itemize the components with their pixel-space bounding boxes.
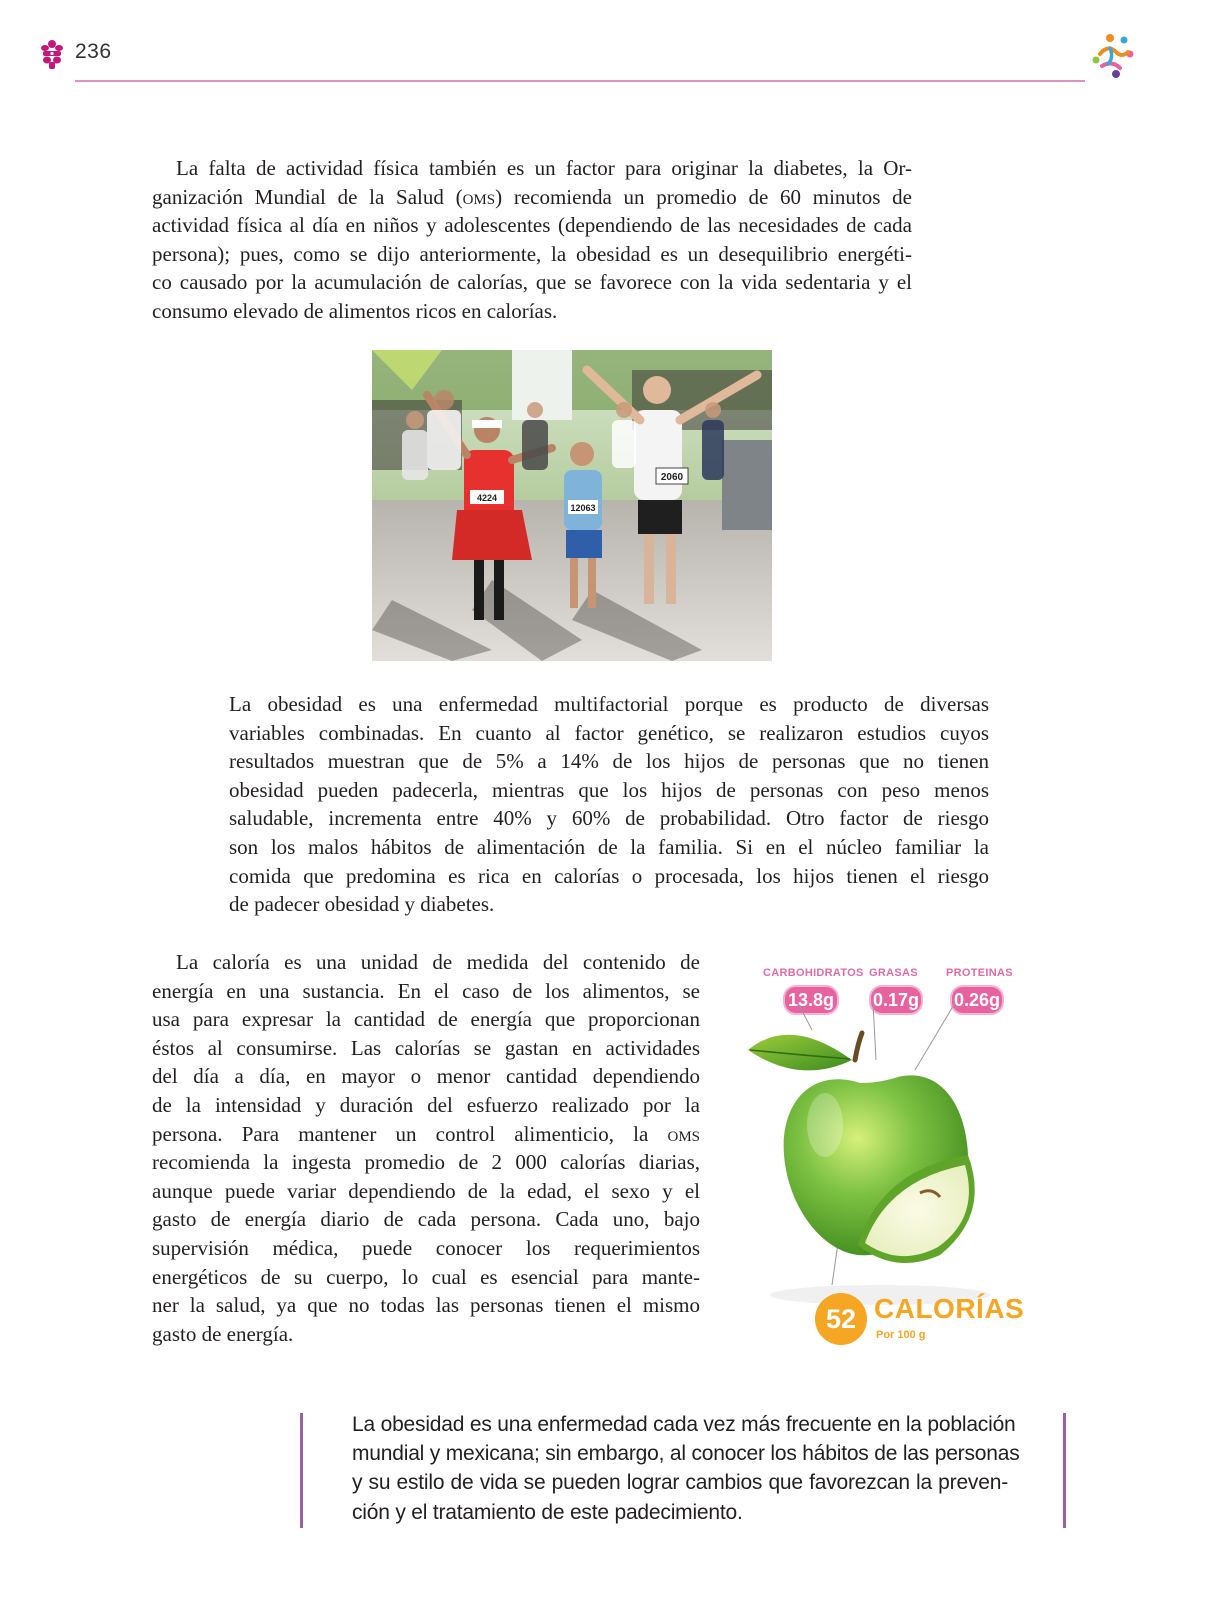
green-apple-illustration <box>740 955 1030 1345</box>
text-line: persona); pues, como se dijo anteriormente, la obesidad es un desequilibrio energéti- <box>152 241 912 266</box>
text-line: recomienda la ingesta promedio de 2 000 calorías diarias, <box>152 1150 700 1175</box>
callout-right-bar <box>1063 1413 1066 1528</box>
calories-value: 52 <box>815 1293 867 1345</box>
text-line: persona. Para mantener un control alimenticio, la oms <box>152 1121 701 1146</box>
nutrition-value-fats: 0.17g <box>869 985 923 1015</box>
text-line: La falta de actividad física también es un factor para originar la diabetes, la Or- <box>176 156 912 180</box>
text-line: éstos al consumirse. Las calorías se gastan en actividades <box>152 1035 700 1060</box>
text-line: La caloría es una unidad de medida del contenido de <box>176 950 700 974</box>
text-line: gasto de energía. <box>152 1321 294 1346</box>
text-line: La obesidad es una enfermedad multifactorial porque es producto de diversas <box>229 692 989 716</box>
text-line: del día a día, en mayor o menor cantidad dependiendo <box>152 1064 700 1089</box>
nutrition-label-proteins: PROTEINAS <box>946 967 1013 979</box>
text-line: actividad física al día en niños y adolescentes (dependiendo de las necesidades de cada <box>152 213 912 238</box>
bib-number: 4224 <box>476 493 498 503</box>
bib-number: 2060 <box>660 472 684 483</box>
text-line: La obesidad es una enfermedad cada vez más frecuente en la población <box>352 1413 1016 1436</box>
text-line: comida que predomina es rica en calorías o procesada, los hijos tienen el riesgo <box>229 863 989 888</box>
text-line: obesidad pueden padecerla, mientras que los hijos de personas con peso menos <box>229 777 989 802</box>
text-line: ción y el tratamiento de este padecimiento. <box>352 1500 743 1524</box>
nutrition-label-fats: GRASAS <box>869 967 918 979</box>
page-number: 236 <box>75 40 112 63</box>
text-line: aunque puede variar dependiendo de la edad, el sexo y el <box>152 1178 700 1203</box>
book-emblem-icon <box>38 38 66 70</box>
text-line: y su estilo de vida se pueden lograr cambios que favorezcan la preven- <box>352 1471 1008 1495</box>
text-line: saludable, incrementa entre 40% y 60% de probabilidad. Otro factor de riesgo <box>229 806 989 831</box>
calories-unit: Por 100 g <box>876 1329 926 1341</box>
text-line: gasto de energía diario de cada persona. Cada uno, bajo <box>152 1207 700 1232</box>
text-line: consumo elevado de alimentos ricos en calorías. <box>152 298 558 323</box>
text-line: ganización Mundial de la Salud (oms) recomienda un promedio de 60 minutos de <box>152 184 912 209</box>
series-logo-icon <box>1086 30 1142 86</box>
oms-acronym: oms <box>462 184 496 209</box>
text-line: co causado por la acumulación de calorías, que se favorece con la vida sedentaria y el <box>152 270 912 295</box>
nutrition-value-proteins: 0.26g <box>950 985 1004 1015</box>
callout-text <box>352 1410 1020 1527</box>
text-line: energía en una sustancia. En el caso de los alimentos, se <box>152 978 700 1003</box>
text-line: mundial y mexicana; sin embargo, al conocer los hábitos de las personas <box>352 1442 1020 1466</box>
bib-number: 12063 <box>570 503 596 513</box>
text-line: variables combinadas. En cuanto al factor genético, se realizaron estudios cuyos <box>229 720 989 745</box>
calories-label: CALORÍAS <box>874 1293 1025 1324</box>
text-line: usa para expresar la cantidad de energía que proporcionan <box>152 1007 700 1032</box>
text-line: de la intensidad y duración del esfuerzo realizado por la <box>152 1092 700 1117</box>
oms-acronym: oms <box>667 1121 701 1146</box>
text-line: de padecer obesidad y diabetes. <box>229 892 495 917</box>
nutrition-label-carbs: CARBOHIDRATOS <box>763 967 864 979</box>
paragraph-physical-activity <box>152 154 912 326</box>
callout-left-bar <box>300 1413 303 1528</box>
marathon-runners-photo <box>372 350 772 661</box>
text-line: supervisión médica, puede conocer los requerimientos <box>152 1235 700 1260</box>
text-line: ner la salud, ya que no todas las personas tienen el mismo <box>152 1293 700 1318</box>
text-line: son los malos hábitos de alimentación de la familia. Si en el núcleo familiar la <box>229 834 989 859</box>
paragraph-multifactorial-obesity <box>229 690 989 919</box>
header-divider <box>75 80 1085 82</box>
paragraph-calories <box>152 948 700 1348</box>
nutrition-value-carbs: 13.8g <box>783 985 839 1015</box>
text-line: energéticos de su cuerpo, lo cual es esencial para mante- <box>152 1264 700 1289</box>
text-line: resultados muestran que de 5% a 14% de los hijos de personas que no tienen <box>229 749 989 774</box>
